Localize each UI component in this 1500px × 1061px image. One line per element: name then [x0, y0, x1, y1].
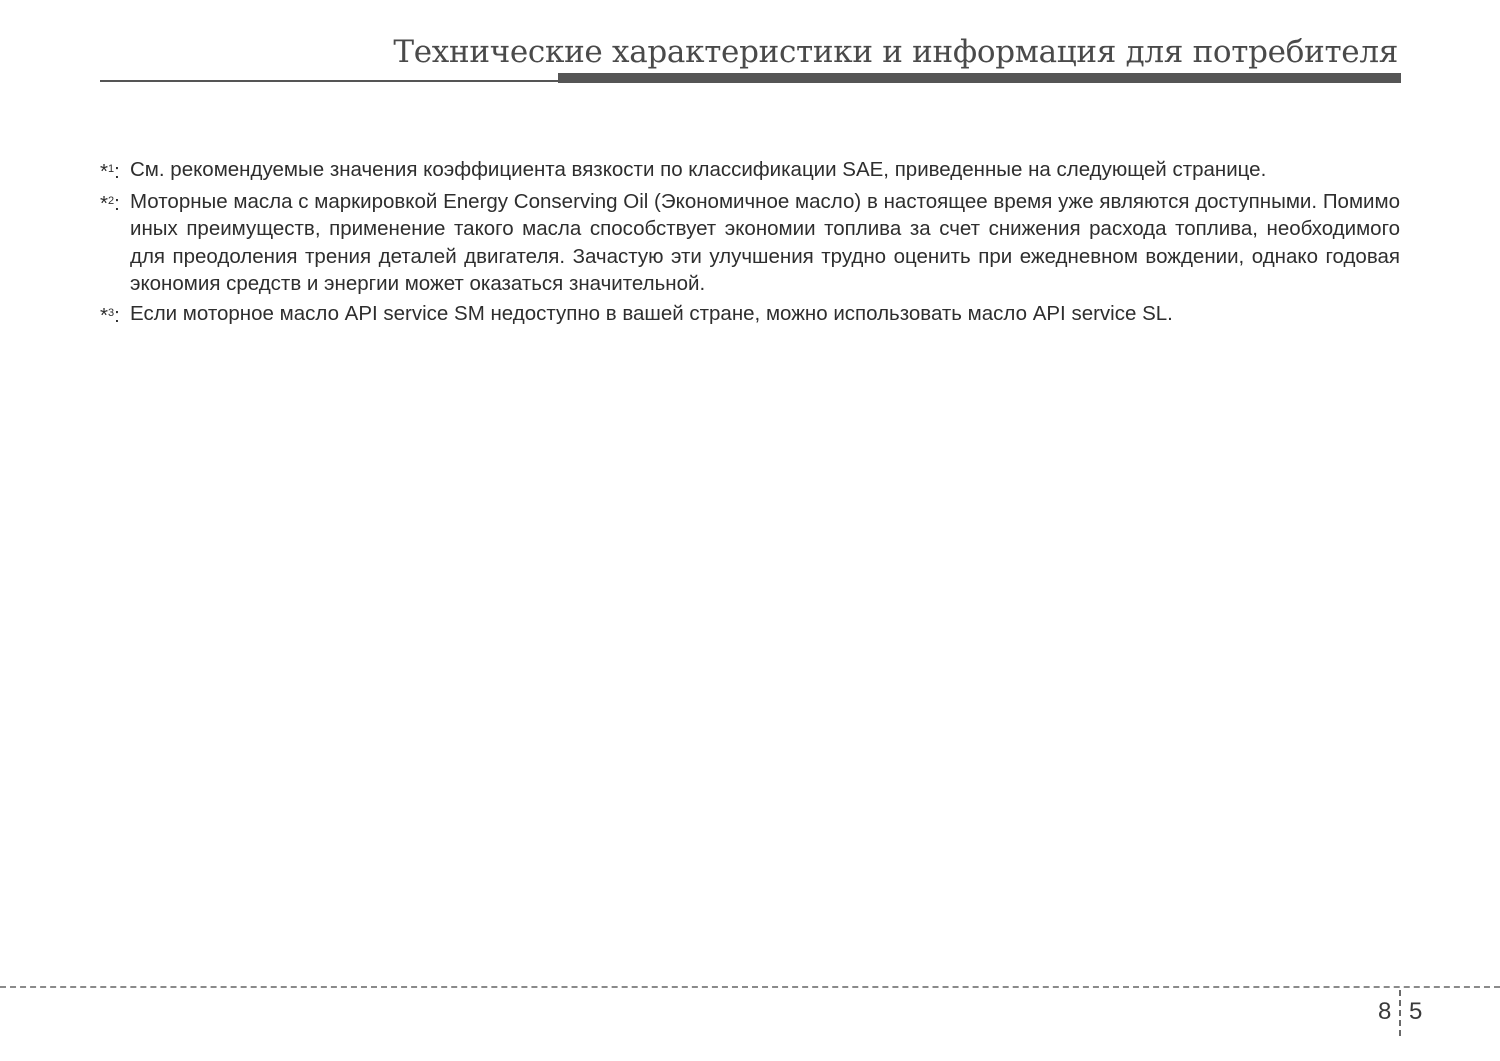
page-number-separator: [1399, 990, 1401, 1036]
footnote-2: [100, 188, 1400, 298]
footnote-text-2: Моторные масла с маркировкой Energy Conserving Oil (Экономичное масло) в настоящее время уже являются доступными. Помимо иных преимуществ, применение такого масла способствует экономии топлива за счет снижения расхода топлива, необходимого для преодоления трения деталей двигателя. Зачастую эти улучшения трудно оценить при ежедневном вождении, однако годовая экономия средств и энергии может оказаться значительной.: [130, 189, 1400, 296]
footnote-3: [100, 300, 1400, 330]
footnotes: [100, 156, 1400, 332]
footnote-text-3: Если моторное масло API service SM недоступно в вашей стране, можно использовать масло API service SL.: [130, 301, 1173, 325]
header-rule-thick: [558, 73, 1401, 83]
footer-dashed-rule: [0, 986, 1500, 988]
header-rule-thin: [100, 80, 560, 82]
footnote-marker-3: *$^3$:: [100, 303, 120, 327]
footnote-marker-2: *$^2$:: [100, 191, 120, 215]
header-title: Технические характеристики и информация для потребителя: [393, 34, 1398, 70]
footnote-1: [100, 156, 1400, 186]
footnote-marker-1: *$^1$:: [100, 160, 120, 183]
page-chapter-number: 8: [1378, 998, 1392, 1025]
page-number: 5: [1409, 998, 1423, 1025]
footnote-text-1: См. рекомендуемые значения коэффициента вязкости по классификации SAE, приведенные на следующей странице.: [130, 158, 1267, 181]
